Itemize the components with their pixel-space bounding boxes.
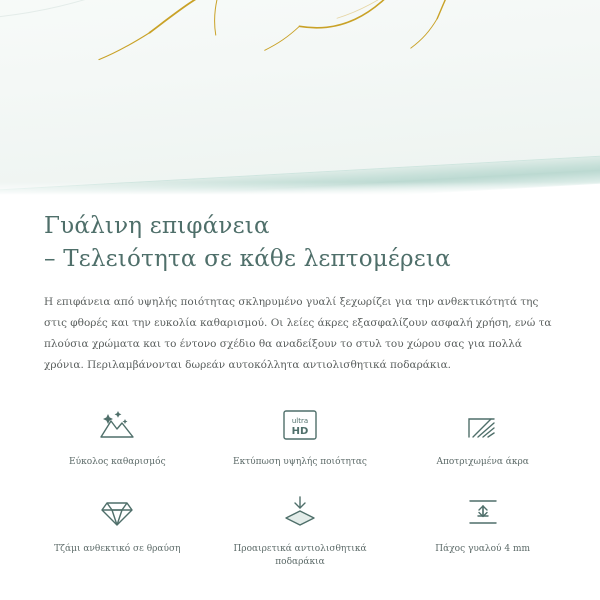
feature-label: Εκτύπωση υψηλής ποιότητας	[233, 457, 367, 467]
feature-label: Αποτριχωμένα άκρα	[436, 457, 529, 467]
ultra-hd-icon	[277, 402, 323, 448]
body-paragraph: Η επιφάνεια από υψηλής ποιότητας σκληρυμένο γυαλί ξεχωρίζει για την ανθεκτικότητά της στις φθορές και την ευκολία καθαρισμού. Οι λείες άκρες εξασφαλίζουν ασφαλή χρήση, ενώ τα πλούσια χρώματα και το έντονο σχέδιο θα αναδείξουν το στυλ του χώρου σας για πολλά χρόνια. Περιλαμβάνονται δωρεάν αυτοκόλλητα αντιολισθητικά ποδαράκια.	[44, 296, 552, 371]
feature-label: Πάχος γυαλού 4 mm	[435, 544, 531, 554]
text-content	[0, 196, 600, 376]
hero-bottom-fade	[0, 182, 600, 196]
thickness-arrows-icon	[460, 489, 506, 535]
feature-item-glass-thickness	[391, 483, 574, 569]
svg-text:HD: HD	[291, 426, 309, 437]
feature-grid	[0, 396, 600, 569]
polished-edges-icon	[460, 402, 506, 448]
feature-label: Προαιρετικά αντιολισθητικά ποδαράκια	[233, 544, 367, 567]
headline-line-1: Γυάλινη επιφάνεια	[44, 213, 270, 239]
feature-item-print-quality	[209, 396, 392, 469]
diamond-icon	[94, 489, 140, 535]
feature-item-polished-edges	[391, 396, 574, 469]
feature-item-easy-cleaning	[26, 396, 209, 469]
feature-item-break-resistant	[26, 483, 209, 569]
sparkle-cloth-icon	[94, 402, 140, 448]
feature-item-anti-slip-pads	[209, 483, 392, 569]
headline-line-2: – Τελειότητα σε κάθε λεπτομέρεια	[44, 246, 451, 272]
svg-text:ultra: ultra	[291, 417, 309, 425]
hero-image	[0, 0, 600, 196]
page-title	[0, 196, 600, 276]
feature-label: Εύκολος καθαρισμός	[69, 457, 166, 467]
feature-label: Τζάμι ανθεκτικό σε θραύση	[54, 544, 181, 554]
anti-slip-pad-icon	[277, 489, 323, 535]
